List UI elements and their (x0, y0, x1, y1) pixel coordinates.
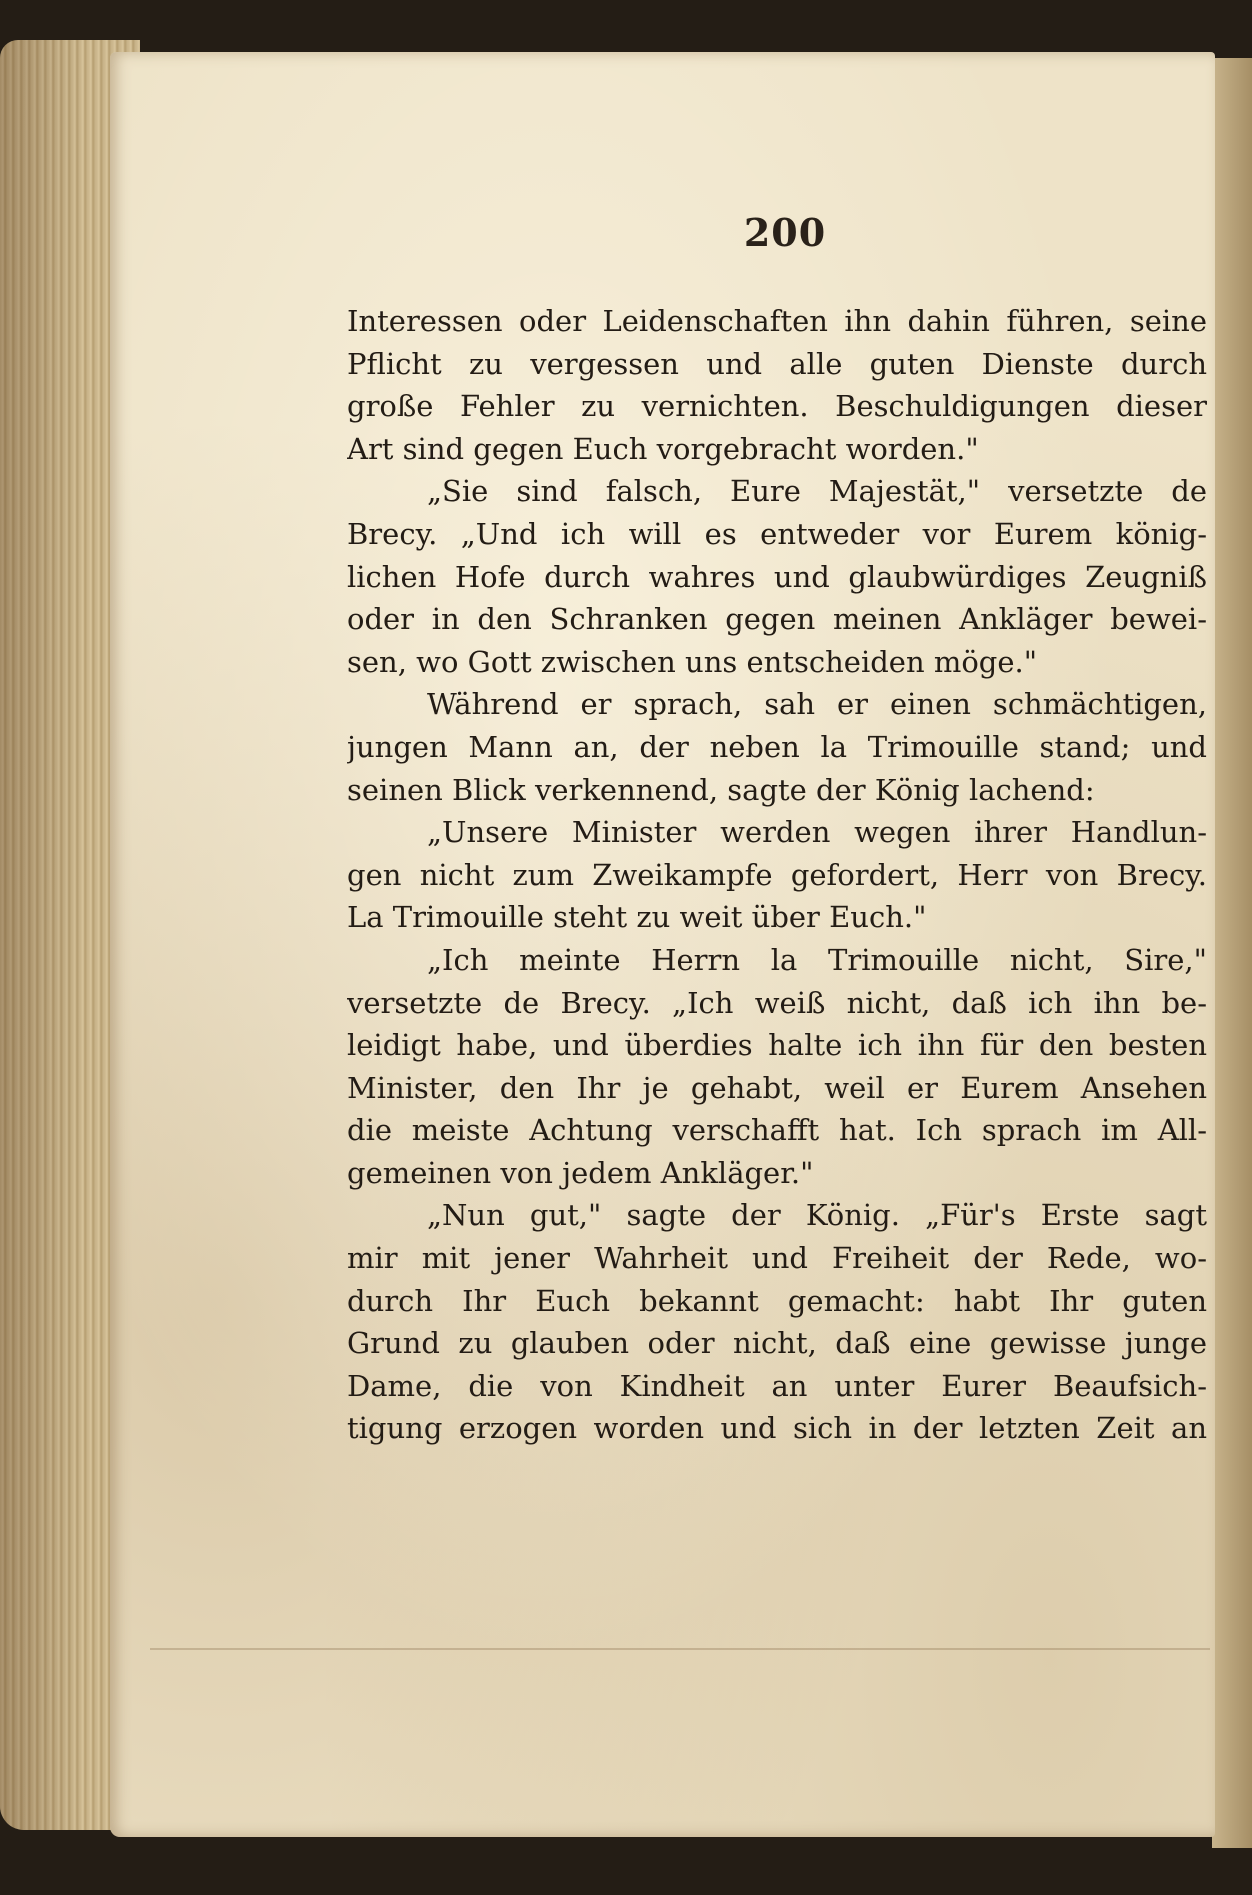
text-line: „Nun gut," sagte der König. „Für's Erste sagt (427, 1198, 1207, 1233)
page-body-text (347, 300, 1207, 1450)
text-line: „Unsere Minister werden wegen ihrer Handlun- (427, 815, 1207, 850)
text-line: oder in den Schranken gegen meinen Ankläger bewei- (347, 602, 1207, 637)
text-line: gemeinen von jedem Ankläger." (347, 1155, 814, 1190)
text-line: sen, wo Gott zwischen uns entscheiden möge." (347, 644, 1038, 679)
text-line: leidigt habe, und überdies halte ich ihn für den besten (347, 1028, 1207, 1063)
text-line: Dame, die von Kindheit an unter Eurer Beaufsich- (347, 1368, 1207, 1403)
text-line: Art sind gegen Euch vorgebracht worden." (347, 431, 979, 466)
page-number: 200 (743, 210, 827, 255)
text-line: gen nicht zum Zweikampfe gefordert, Herr von Brecy. (347, 857, 1207, 892)
text-line: jungen Mann an, der neben la Trimouille stand; und (347, 729, 1207, 764)
text-line: La Trimouille steht zu weit über Euch." (347, 900, 927, 935)
text-line: durch Ihr Euch bekannt gemacht: habt Ihr guten (347, 1283, 1207, 1318)
text-line: versetzte de Brecy. „Ich weiß nicht, daß ich ihn be- (347, 985, 1207, 1020)
text-line: Interessen oder Leidenschaften ihn dahin führen, seine (347, 304, 1207, 338)
text-line: Minister, den Ihr je gehabt, weil er Eurem Ansehen (347, 1070, 1207, 1105)
text-line: „Sie sind falsch, Eure Majestät," versetzte de (427, 474, 1207, 509)
text-line: lichen Hofe durch wahres und glaubwürdiges Zeugniß (347, 559, 1207, 594)
text-line: „Ich meinte Herrn la Trimouille nicht, Sire," (427, 942, 1207, 977)
text-line: Grund zu glauben oder nicht, daß eine gewisse junge (347, 1326, 1207, 1361)
lower-page-crease (150, 1648, 1210, 1650)
text-line: Während er sprach, sah er einen schmächtigen, (427, 687, 1207, 722)
text-line: mir mit jener Wahrheit und Freiheit der Rede, wo- (347, 1241, 1207, 1276)
text-line: große Fehler zu vernichten. Beschuldigungen dieser (347, 389, 1207, 424)
text-line: tigung erzogen worden und sich in der letzten Zeit an (347, 1411, 1207, 1446)
text-line: seinen Blick verkennend, sagte der König lachend: (347, 772, 1095, 807)
text-line: Pflicht zu vergessen und alle guten Dienste durch (347, 346, 1207, 381)
adjacent-page-edge (1212, 58, 1252, 1848)
text-line: die meiste Achtung verschafft hat. Ich sprach im All- (347, 1113, 1207, 1148)
text-line: Brecy. „Und ich will es entweder vor Eurem könig- (347, 516, 1207, 551)
